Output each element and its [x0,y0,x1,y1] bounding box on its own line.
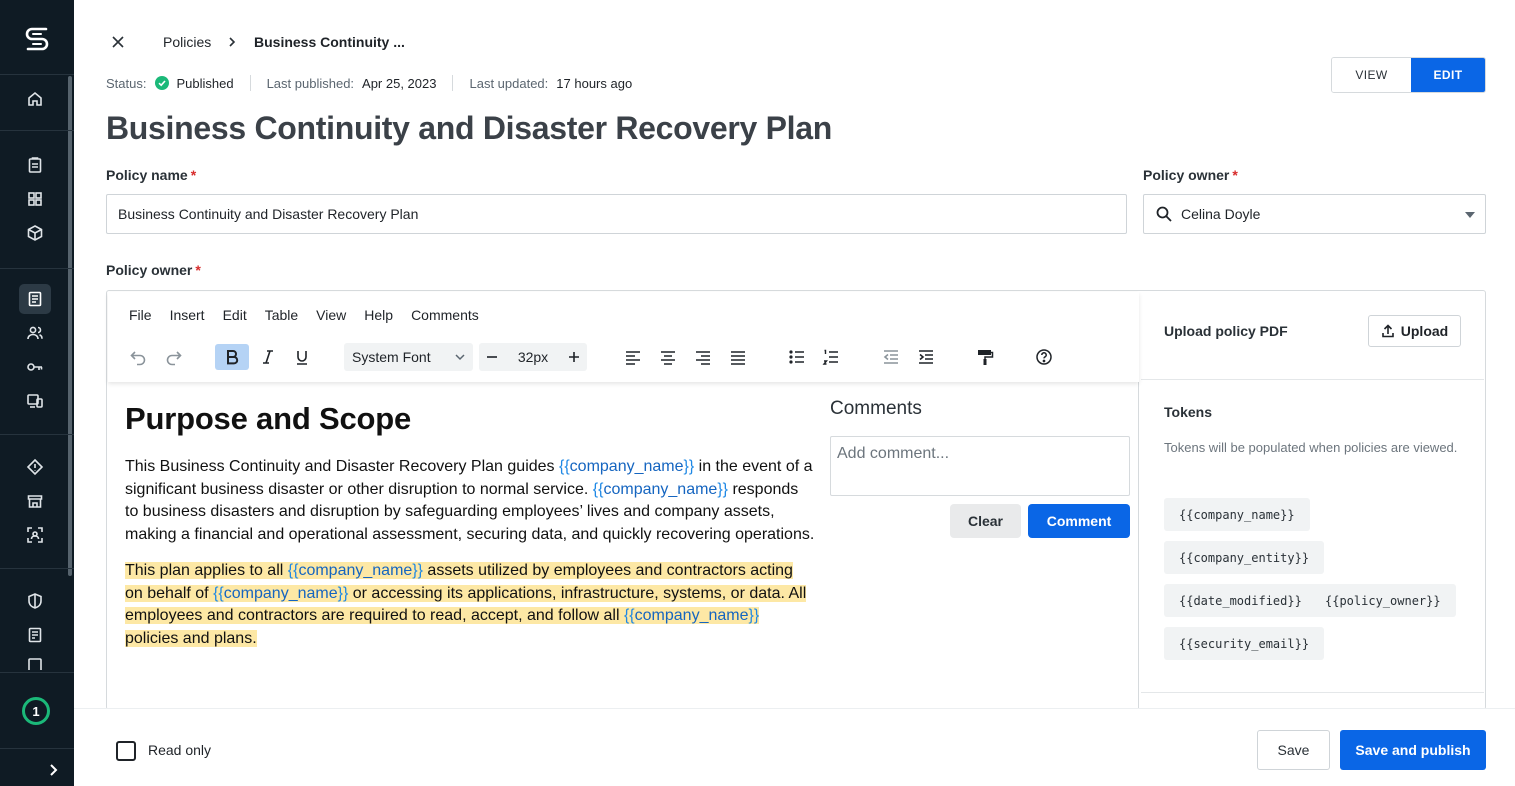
font-family-value: System Font [352,349,431,365]
policy-owner-label [1143,167,1238,183]
bullet-list-icon[interactable] [787,344,807,370]
policy-content-label [106,262,201,278]
outdent-icon[interactable] [881,344,901,370]
left-nav-rail [0,0,74,786]
action-footer [74,708,1515,786]
menu-file[interactable]: File [129,307,152,323]
token-company-name: {{company_name}} [213,584,349,602]
status-label: Status: [106,75,147,91]
mode-toggle [1331,57,1486,93]
last-published-value: Apr 25, 2023 [362,75,437,91]
editor-menubar [129,307,497,323]
paragraph-scope-highlighted: This plan applies to all {{company_name}} assets utilized by employees and contractors acting on behalf of {{company_name}} or accessing its applications, infrastructure, systems, or data. All employees and contractors are required to read, accept, and follow all {{company_name}} policies and plans. [125,562,807,647]
tokens-description: Tokens will be populated when policies are viewed. [1164,440,1458,455]
italic-icon[interactable] [258,344,278,370]
menu-help[interactable]: Help [364,307,394,323]
clear-comment-button[interactable]: Clear [950,504,1021,538]
rail-scrollbar[interactable] [68,76,72,576]
policy-side-panel [1141,292,1484,708]
font-size-value[interactable]: 32px [517,349,549,365]
key-icon[interactable] [22,354,48,380]
token-chip[interactable]: {{company_entity}} [1164,541,1324,574]
caret-down-icon [1465,212,1475,218]
align-center-icon[interactable] [658,344,678,370]
policy-owner-value: Celina Doyle [1181,206,1261,222]
policy-name-label-text: Policy name [106,167,188,183]
token-chip[interactable]: {{date_modified}} [1164,584,1317,617]
rail-divider [0,130,74,131]
document-body[interactable] [125,400,815,664]
submit-comment-button[interactable]: Comment [1028,504,1130,538]
policy-name-label [106,167,196,183]
policies-document-icon[interactable] [19,284,51,314]
menu-view[interactable]: View [316,307,347,323]
devices-icon[interactable] [22,388,48,414]
read-only-label[interactable]: Read only [148,742,212,758]
tokens-title: Tokens [1164,404,1212,420]
policy-content-label-text: Policy owner [106,262,193,278]
home-icon[interactable] [22,86,48,112]
paragraph-purpose: This Business Continuity and Disaster Recovery Plan guides {{company_name}} in the event of a significant business disaster or other disruption to normal service. {{company_name}} responds to business disasters and disruption by safeguarding employees’ lives and company assets, making a financial and operational assessment, securing data, and quickly recovering operations. [125,458,815,543]
required-mark: * [1232,167,1238,183]
storefront-icon[interactable] [22,488,48,514]
progress-badge[interactable]: 1 [22,697,50,725]
editor-toolbar [108,292,1139,382]
close-icon[interactable] [110,34,126,50]
policy-owner-label-text: Policy owner [1143,167,1230,183]
breadcrumb-current: Business Continuity ... [254,34,405,50]
align-justify-icon[interactable] [728,344,748,370]
upload-button[interactable] [1368,315,1461,347]
redo-icon[interactable] [164,344,184,370]
comments-panel [830,398,1130,529]
rail-divider [0,74,74,75]
rail-divider [0,268,74,269]
shield-icon[interactable] [22,588,48,614]
brand-logo-icon[interactable] [22,24,52,54]
scan-person-icon[interactable] [22,522,48,548]
save-button[interactable]: Save [1257,730,1330,770]
policy-owner-select[interactable] [1143,194,1486,234]
policy-name-input[interactable]: Business Continuity and Disaster Recovery Plan [106,194,1127,234]
clipboard-icon[interactable] [22,152,48,178]
upload-icon [1381,324,1395,338]
font-family-select[interactable] [344,343,473,371]
page-title: Business Continuity and Disaster Recovery Plan [106,110,832,146]
chevron-right-icon[interactable] [44,760,64,780]
risk-diamond-icon[interactable] [22,454,48,480]
token-chip[interactable]: {{company_name}} [1164,498,1310,531]
rail-divider [0,568,74,569]
status-divider [452,75,453,91]
font-size-stepper [479,343,587,371]
edit-mode-button[interactable]: EDIT [1411,58,1485,92]
undo-icon[interactable] [128,344,148,370]
comments-title: Comments [830,398,922,419]
document-heading: Purpose and Scope [125,401,411,436]
status-row [106,75,632,91]
book-icon[interactable] [22,656,48,670]
breadcrumb-policies[interactable]: Policies [163,34,212,50]
read-only-checkbox[interactable] [116,741,136,761]
last-updated-label: Last updated: [469,75,549,91]
people-icon[interactable] [22,320,48,346]
panel-divider [1141,379,1484,380]
report-icon[interactable] [22,622,48,648]
cube-icon[interactable] [22,220,48,246]
underline-icon[interactable] [292,344,312,370]
plus-icon[interactable] [564,347,584,367]
upload-pdf-title: Upload policy PDF [1164,323,1288,339]
last-published-label: Last published: [266,75,355,91]
search-icon [1155,205,1173,223]
status-value: Published [176,75,234,91]
token-company-name: {{company_name}} [592,480,728,498]
status-divider [250,75,251,91]
required-mark: * [190,167,197,183]
upload-button-label: Upload [1400,323,1449,339]
rail-divider [0,748,74,749]
view-mode-button[interactable]: VIEW [1332,58,1411,92]
align-left-icon[interactable] [623,344,643,370]
menu-insert[interactable]: Insert [169,307,205,323]
token-company-name: {{company_name}} [623,607,760,624]
indent-icon[interactable] [916,344,936,370]
rich-text-editor [108,292,1139,710]
format-painter-icon[interactable] [975,344,995,370]
bold-icon[interactable] [215,344,249,370]
menu-table[interactable]: Table [264,307,299,323]
rail-divider [0,434,74,435]
panel-divider [1141,692,1484,693]
token-chip[interactable]: {{policy_owner}} [1310,584,1456,617]
help-icon[interactable] [1034,344,1054,370]
menu-comments[interactable]: Comments [411,307,479,323]
align-right-icon[interactable] [693,344,713,370]
token-chip[interactable]: {{security_email}} [1164,627,1324,660]
chevron-down-icon [455,353,465,361]
menu-edit[interactable]: Edit [222,307,247,323]
apps-grid-icon[interactable] [22,186,48,212]
check-circle-icon [155,76,169,90]
rail-divider [0,672,74,673]
numbered-list-icon[interactable] [821,344,841,370]
comment-input[interactable]: Add comment... [830,436,1130,496]
save-and-publish-button[interactable]: Save and publish [1340,730,1486,770]
last-updated-value: 17 hours ago [556,75,633,91]
minus-icon[interactable] [482,347,502,367]
token-company-name: {{company_name}} [558,458,695,475]
required-mark: * [195,262,201,278]
token-company-name: {{company_name}} [287,562,423,579]
chevron-right-icon [227,36,237,48]
